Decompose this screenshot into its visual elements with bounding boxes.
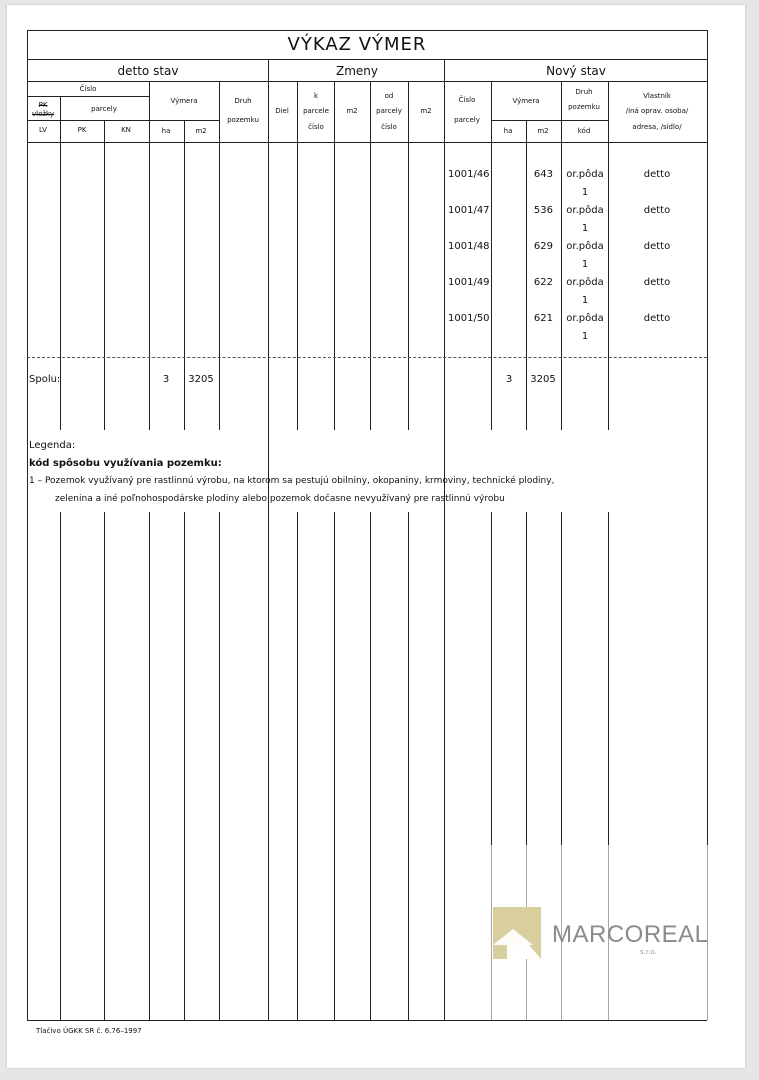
page-title: VÝKAZ VÝMER [287,34,427,55]
header-lower-line-old [27,120,219,121]
col-pk-kn-header-divider [104,120,105,142]
header-vlastnik-3: adresa, /sídlo/ [632,123,682,131]
col-line-new-m2 [561,81,562,430]
frame-top-line [27,30,707,31]
header-kod: kód [577,127,591,135]
row-kod: 1 [581,187,589,198]
row-vlastnik: detto [643,169,671,180]
section-bottom-line [27,81,707,82]
col-line-lower-5 [219,512,220,1020]
totals-label: Spolu: [29,374,61,385]
row-vlastnik: detto [643,241,671,252]
row-vlastnik: detto [643,277,671,288]
row-druh: or.pôda [566,313,604,324]
header-od-cislo: číslo [381,123,397,131]
header-od-parcely: parcely [376,107,402,115]
header-vlastnik: Vlastník [643,92,671,100]
header-druh: Druh [234,97,252,105]
header-new-druh: Druh [575,88,593,96]
col-line-lower-2 [104,512,105,1020]
col-line-lower-8 [370,512,371,1020]
col-line-pk [104,142,105,430]
row-kod: 1 [581,295,589,306]
header-pk: PK [77,126,87,134]
row-vlastnik: detto [643,313,671,324]
row-druh: or.pôda [566,169,604,180]
title-bottom-line [27,59,707,60]
header-new-vymera: Výmera [512,97,540,105]
divider-changes-new [444,59,445,1020]
row-parcela: 1001/47 [448,205,490,216]
frame-bottom-line [27,1020,707,1021]
header-new-cislo: Číslo [458,96,476,104]
row-parcela: 1001/48 [448,241,490,252]
header-bottom-line [27,142,707,143]
header-changes-m2: m2 [346,107,358,115]
legend-title: Legenda: [29,440,76,451]
header-od: od [384,92,394,100]
col-line-kn [149,81,150,430]
row-kod: 1 [581,259,589,270]
header-diel: Diel [275,107,289,115]
col-line-k [334,81,335,430]
logo-brand: MARCOREAL [552,921,709,948]
header-parcely: parcely [91,105,117,113]
col-line-new-ha [526,120,527,430]
row-parcela: 1001/46 [448,169,490,180]
col-line-lower-6 [297,512,298,1020]
header-ha: ha [161,127,171,135]
totals-old-m2: 3205 [188,374,214,385]
header-vymera: Výmera [170,97,198,105]
col-line-druh [608,81,609,430]
header-lower-line-new [491,120,608,121]
row-druh: or.pôda [566,205,604,216]
header-cislo: Číslo [79,85,97,93]
totals-separator [27,357,707,358]
legend-line-2: zelenina a iné poľnohospodárske plodiny alebo pozemok dočasne nevyužívaný pre rastlinnú výrobu [55,494,505,504]
row-m2: 643 [533,169,553,180]
divider-old-changes [268,59,269,1020]
row-parcela: 1001/50 [448,313,490,324]
header-new-parcely: parcely [454,116,480,124]
row-vlastnik: detto [643,205,671,216]
header-m2: m2 [195,127,207,135]
col-line-lower-3 [149,512,150,1020]
legend-line-1: 1 – Pozemok využívaný pre rastlinnú výrobu, na ktorom sa pestujú obilniny, okopaniny, krmoviny, technické plodiny, [29,476,555,486]
row-m2: 622 [533,277,553,288]
header-parcele: parcele [303,107,329,115]
row-druh: or.pôda [566,241,604,252]
watermark-logo [490,845,708,1020]
row-druh: or.pôda [566,277,604,288]
row-m2: 536 [533,205,553,216]
col-line-lower-1 [60,512,61,1020]
col-line-ha [184,120,185,430]
col-line-m2 [219,81,220,430]
section-new-state: Nový stav [546,64,606,78]
header-pozemku: pozemku [227,116,259,124]
totals-old-ha: 3 [162,374,170,385]
section-old-state: detto stav [117,64,179,78]
col-line-od [408,81,409,430]
col-line-m2-changes [370,81,371,430]
col-line-new-cislo [491,81,492,430]
row-parcela: 1001/49 [448,277,490,288]
header-changes-m2-2: m2 [420,107,432,115]
row-kod: 1 [581,223,589,234]
col-line-lower-4 [184,512,185,1020]
header-new-m2: m2 [537,127,549,135]
col-line-lower-9 [408,512,409,1020]
header-kn: KN [121,126,131,134]
header-vlastnik-2: /iná oprav. osoba/ [625,107,689,115]
totals-new-ha: 3 [505,374,513,385]
header-new-ha: ha [503,127,513,135]
row-kod: 1 [581,331,589,342]
header-pk-vlozky: PK vložky [32,101,54,119]
legend-subtitle: kód spôsobu využívania pozemku: [29,458,222,469]
house-icon [493,907,547,963]
header-k: k [313,92,319,100]
frame-left-line [27,30,28,1020]
section-changes: Zmeny [336,64,378,78]
header-new-pozemku: pozemku [568,103,600,111]
col-line-lower-7 [334,512,335,1020]
header-cislo-line [27,96,149,97]
col-line-diel [297,81,298,430]
header-lv: LV [39,126,47,134]
header-parcele-cislo: číslo [308,123,324,131]
logo-sub: s.r.o. [640,948,657,956]
row-m2: 629 [533,241,553,252]
row-m2: 621 [533,313,553,324]
totals-new-m2: 3205 [530,374,556,385]
form-footer: Tlačivo ÚGKK SR č. 6.76–1997 [36,1027,142,1035]
